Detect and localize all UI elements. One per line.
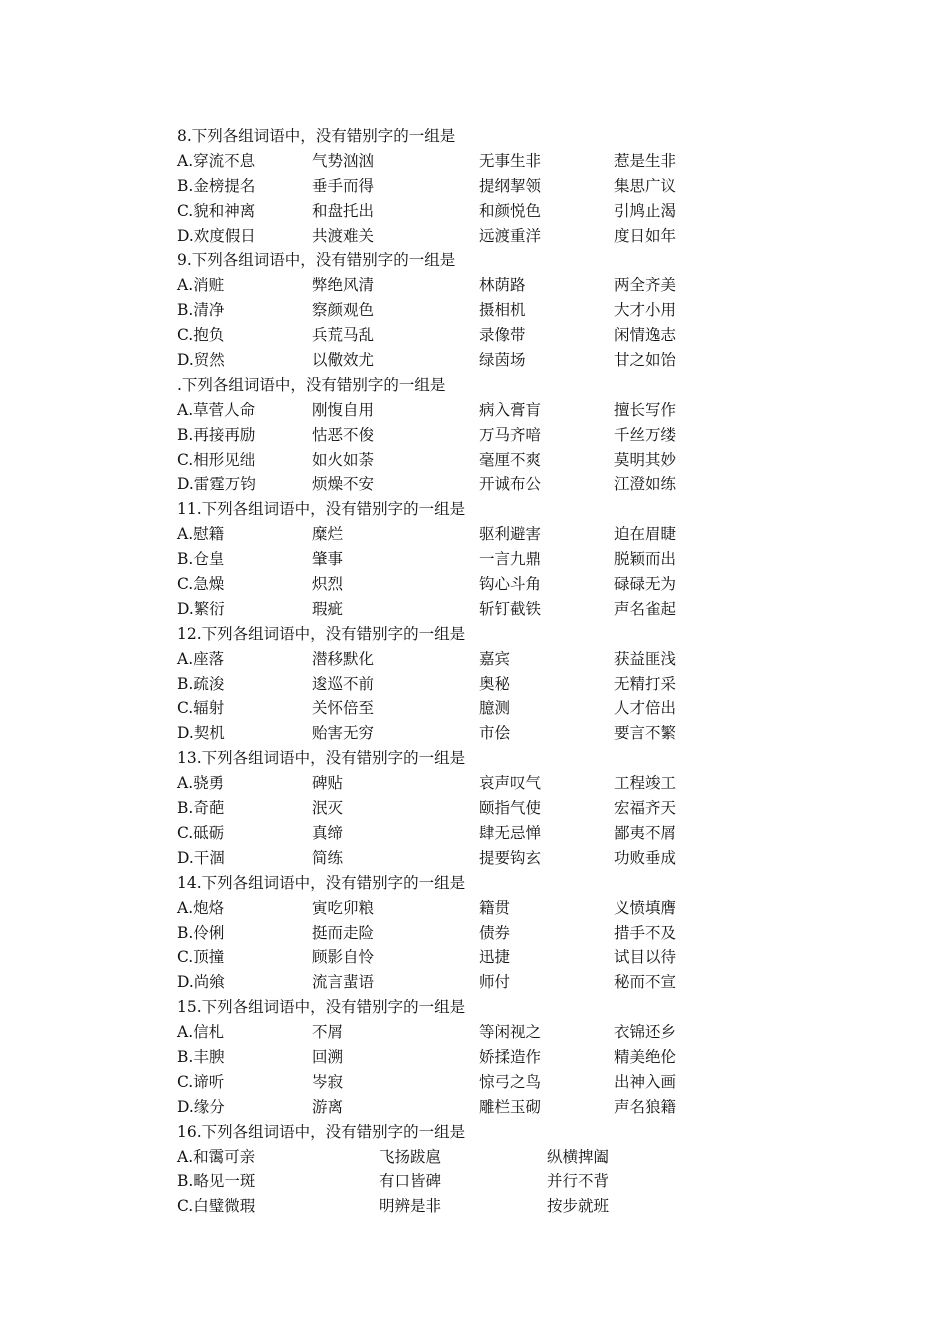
option-row [177,1194,737,1219]
option-row [177,224,737,249]
option-word: 鄙夷不屑 [614,823,677,842]
option-word: 江澄如练 [614,475,677,494]
option-label-word: C.抱负 [177,326,225,345]
option-word: 共渡难关 [312,226,375,245]
option-row [177,970,737,995]
option-word: 迫在眉睫 [614,525,677,544]
option-word: 纵横捭阖 [547,1147,610,1166]
option-word: 弊绝风清 [312,276,375,295]
option-word: 脱颖而出 [614,550,677,569]
option-label-word: D.干涸 [177,848,225,867]
option-word: 臆测 [479,699,511,718]
option-row [177,597,737,622]
option-label-word: A.座落 [177,649,225,668]
option-label-word: C.急燥 [177,575,225,594]
option-word: 垂手而得 [312,176,375,195]
question-stem: 15.下列各组词语中，没有错别字的一组是 [177,998,466,1017]
option-word: 摄相机 [479,301,526,320]
option-label-word: C.相形见绌 [177,450,256,469]
option-word: 刚愎自用 [312,400,375,419]
option-row [177,796,737,821]
option-word: 市侩 [479,724,511,743]
option-row [177,1169,737,1194]
option-row [177,423,737,448]
option-word: 有口皆碑 [379,1172,442,1191]
option-word: 功败垂成 [614,848,677,867]
option-row [177,323,737,348]
option-label-word: A.和霭可亲 [177,1147,256,1166]
option-word: 引鸠止渴 [614,201,677,220]
option-word: 措手不及 [614,923,677,942]
option-label-word: B.丰腴 [177,1047,225,1066]
option-row [177,398,737,423]
option-word: 炽烈 [312,575,344,594]
option-word: 试目以待 [614,948,677,967]
option-word: 惹是生非 [614,151,677,170]
option-word: 糜烂 [312,525,344,544]
option-label-word: B.仓皇 [177,550,225,569]
option-row [177,672,737,697]
option-label-word: D.尚飨 [177,973,225,992]
option-row [177,348,737,373]
option-label-word: A.炮烙 [177,898,225,917]
option-word: 病入膏肓 [479,400,542,419]
option-word: 奥秘 [479,674,511,693]
option-row [177,1070,737,1095]
option-word: 斩钉截铁 [479,599,542,618]
option-word: 挺而走险 [312,923,375,942]
option-word: 瑕疵 [312,599,344,618]
option-row [177,448,737,473]
option-label-word: C.貌和神离 [177,201,256,220]
option-word: 大才小用 [614,301,677,320]
option-word: 开诚布公 [479,475,542,494]
option-word: 债券 [479,923,511,942]
option-label-word: B.奇葩 [177,799,225,818]
option-word: 千丝万缕 [614,425,677,444]
option-label-word: B.金榜提名 [177,176,256,195]
option-word: 万马齐喑 [479,425,542,444]
question-list [177,124,737,1219]
option-label-word: A.穿流不息 [177,151,256,170]
option-word: 颐指气使 [479,799,542,818]
option-word: 两全齐美 [614,276,677,295]
option-word: 碌碌无为 [614,575,677,594]
option-word: 声名雀起 [614,599,677,618]
option-word: 远渡重洋 [479,226,542,245]
option-label-word: D.欢度假日 [177,226,256,245]
option-row [177,821,737,846]
option-label-word: C.辐射 [177,699,225,718]
option-word: 驱利避害 [479,525,542,544]
option-word: 兵荒马乱 [312,326,375,345]
option-word: 籍贯 [479,898,511,917]
option-word: 并行不背 [547,1172,610,1191]
option-word: 碑贴 [312,774,344,793]
option-word: 简练 [312,848,344,867]
option-word: 等闲视之 [479,1023,542,1042]
option-word: 录像带 [479,326,526,345]
option-label-word: D.雷霆万钧 [177,475,256,494]
option-word: 怙恶不俊 [312,425,375,444]
option-word: 精美绝伦 [614,1047,677,1066]
option-row [177,846,737,871]
option-word: 人才倍出 [614,699,677,718]
option-word: 迅捷 [479,948,511,967]
option-word: 无精打采 [614,674,677,693]
option-word: 毫厘不爽 [479,450,542,469]
option-row [177,472,737,497]
option-word: 回溯 [312,1047,344,1066]
option-word: 寅吃卯粮 [312,898,375,917]
option-label-word: C.谛听 [177,1072,225,1091]
option-row [177,647,737,672]
question-stem: 16.下列各组词语中，没有错别字的一组是 [177,1122,466,1141]
option-word: 哀声叹气 [479,774,542,793]
option-word: 潜移默化 [312,649,375,668]
option-word: 一言九鼎 [479,550,542,569]
option-row [177,945,737,970]
option-row [177,298,737,323]
question-stem: 11.下列各组词语中，没有错别字的一组是 [177,500,466,519]
question-stem: 13.下列各组词语中，没有错别字的一组是 [177,749,466,768]
option-word: 师付 [479,973,511,992]
option-word: 雕栏玉砌 [479,1097,542,1116]
option-word: 秘而不宣 [614,973,677,992]
option-row [177,771,737,796]
option-label-word: B.清净 [177,301,225,320]
option-word: 娇揉造作 [479,1047,542,1066]
option-word: 游离 [312,1097,344,1116]
option-row [177,199,737,224]
question-stem: 8.下列各组词语中，没有错别字的一组是 [177,127,456,145]
option-label-word: A.信札 [177,1023,225,1042]
option-word: 真缔 [312,823,344,842]
option-row [177,1045,737,1070]
option-label-word: A.慰籍 [177,525,225,544]
question-stem: 14.下列各组词语中，没有错别字的一组是 [177,873,466,892]
question-stem: 9.下列各组词语中，没有错别字的一组是 [177,251,456,270]
option-word: 甘之如饴 [614,351,677,370]
option-label-word: A.骁勇 [177,774,225,793]
option-word: 宏福齐天 [614,799,677,818]
option-word: 贻害无穷 [312,724,375,743]
option-label-word: C.顶撞 [177,948,225,967]
option-label-word: A.草菅人命 [177,400,256,419]
option-word: 以儆效尤 [312,351,375,370]
option-label-word: B.伶俐 [177,923,225,942]
option-word: 绿茵场 [479,351,526,370]
option-word: 和盘托出 [312,201,375,220]
option-row [177,547,737,572]
option-word: 关怀倍至 [312,699,375,718]
option-word: 声名狼籍 [614,1097,677,1116]
option-word: 岑寂 [312,1072,344,1091]
option-word: 烦燥不安 [312,475,375,494]
option-word: 明辨是非 [379,1197,442,1216]
option-word: 无事生非 [479,151,542,170]
option-word: 提要钩玄 [479,848,542,867]
option-word: 嘉宾 [479,649,511,668]
option-word: 提纲挈领 [479,176,542,195]
option-row [177,174,737,199]
option-word: 飞扬跋扈 [379,1147,442,1166]
option-label-word: D.缘分 [177,1097,225,1116]
option-row [177,696,737,721]
option-row [177,149,737,174]
option-word: 不屑 [312,1023,344,1042]
option-label-word: B.略见一斑 [177,1172,256,1191]
option-word: 顾影自怜 [312,948,375,967]
option-word: 惊弓之鸟 [479,1072,542,1091]
option-word: 和颜悦色 [479,201,542,220]
option-label-word: A.消赃 [177,276,225,295]
option-word: 义愤填膺 [614,898,677,917]
option-word: 工程竣工 [614,774,677,793]
option-word: 擅长写作 [614,400,677,419]
option-row [177,273,737,298]
option-word: 泯灭 [312,799,344,818]
option-word: 集思广议 [614,176,677,195]
option-word: 气势汹汹 [312,151,375,170]
option-row [177,1020,737,1045]
option-word: 如火如荼 [312,450,375,469]
option-label-word: C.白璧微瑕 [177,1197,256,1216]
option-word: 按步就班 [547,1197,610,1216]
option-label-word: D.贸然 [177,351,225,370]
option-row [177,896,737,921]
option-word: 莫明其妙 [614,450,677,469]
option-label-word: D.繁衍 [177,599,225,618]
option-row [177,522,737,547]
option-label-word: B.疏浚 [177,674,225,693]
option-word: 度日如年 [614,226,677,245]
option-word: 钩心斗角 [479,575,542,594]
option-word: 流言蜚语 [312,973,375,992]
option-word: 衣锦还乡 [614,1023,677,1042]
question-stem: 12.下列各组词语中，没有错别字的一组是 [177,624,466,643]
option-row [177,572,737,597]
option-word: 林荫路 [479,276,526,295]
option-word: 要言不繁 [614,724,677,743]
option-word: 闲情逸志 [614,326,677,345]
option-word: 肆无忌惮 [479,823,542,842]
option-row [177,921,737,946]
option-row [177,1095,737,1120]
option-label-word: C.砥砺 [177,823,225,842]
option-row [177,721,737,746]
option-label-word: B.再接再励 [177,425,256,444]
option-word: 出神入画 [614,1072,677,1091]
option-label-word: D.契机 [177,724,225,743]
option-word: 肇事 [312,550,344,569]
question-stem: .下列各组词语中，没有错别字的一组是 [177,375,446,394]
option-word: 逡巡不前 [312,674,375,693]
option-word: 获益匪浅 [614,649,677,668]
option-word: 察颜观色 [312,301,375,320]
option-row [177,1145,737,1170]
